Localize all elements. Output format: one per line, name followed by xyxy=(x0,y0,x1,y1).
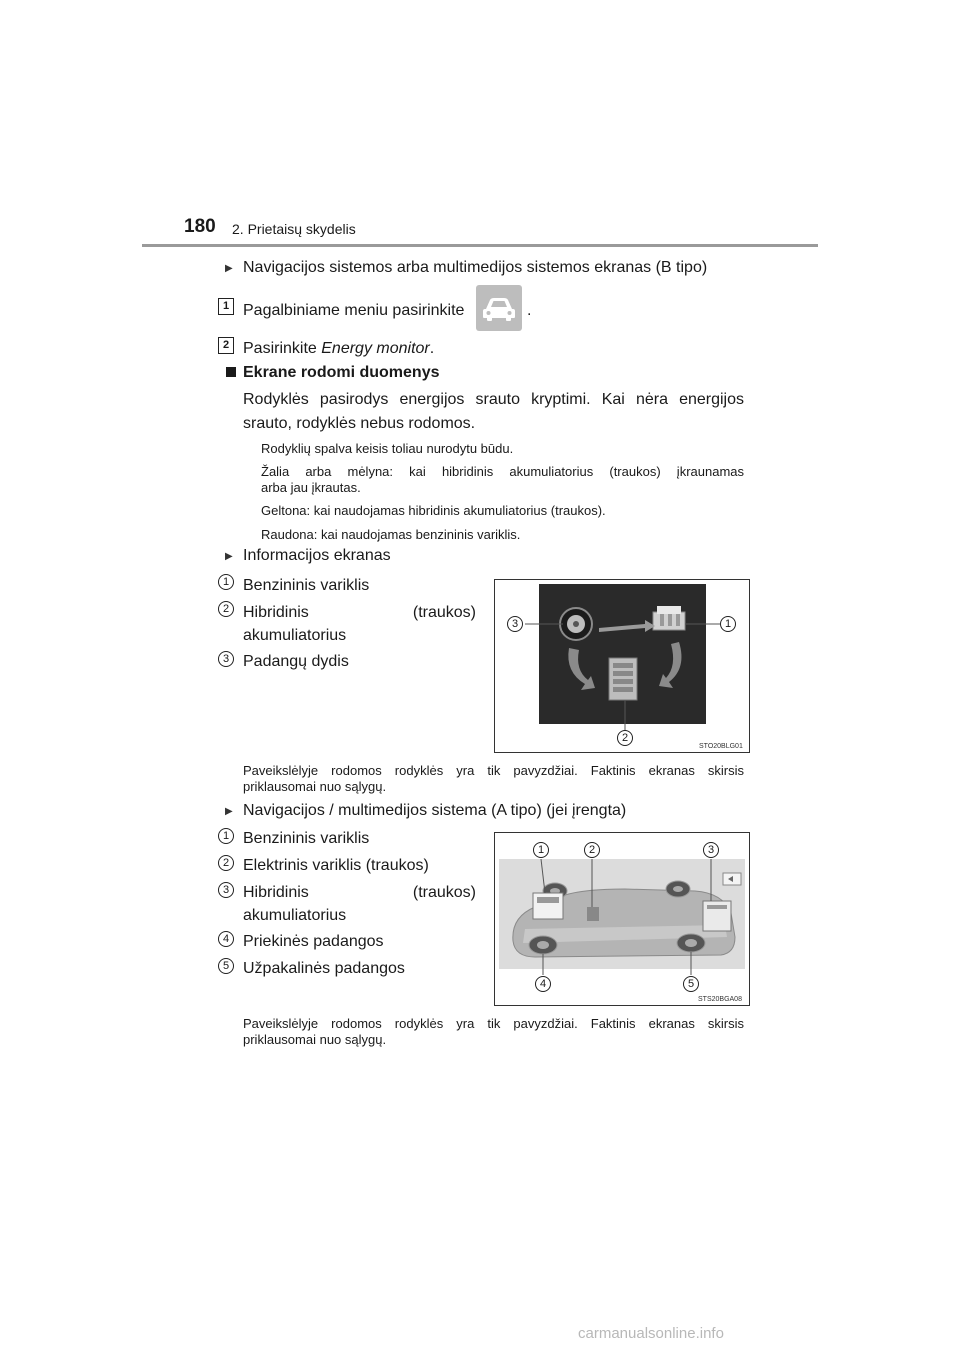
nav-a-item-label-row xyxy=(243,881,476,905)
nav-a-item-label: Priekinės padangos xyxy=(243,933,384,950)
figure-note-line1: Paveikslėlyje rodomos rodyklės yra tik pavyzdžiai. Faktinis ekranas skirsis xyxy=(243,763,744,778)
step-2-italic: Energy monitor xyxy=(321,340,430,357)
tire-icon xyxy=(560,608,592,640)
wheel-icon xyxy=(666,881,690,897)
page-number: 180 xyxy=(184,216,216,237)
figure-callout: 1 xyxy=(720,616,736,632)
energy-monitor-illustration xyxy=(495,580,751,754)
figure-code: STS20BGA08 xyxy=(698,996,742,1003)
chapter-title: 2. Prietaisų skydelis xyxy=(232,221,356,237)
step-number-1: 1 xyxy=(218,298,234,315)
figure-note-line2: priklausomai nuo sąlygų. xyxy=(243,1032,387,1047)
figure-callout: 3 xyxy=(703,842,719,858)
step-1-suffix: . xyxy=(527,302,532,319)
nav-b-heading: Navigacijos sistemos arba multimedijos sistemos ekranas (B tipo) xyxy=(243,259,708,276)
wheel-icon xyxy=(677,934,705,952)
callout-number: 4 xyxy=(218,931,234,947)
car-icon xyxy=(476,285,522,331)
step-1-label: Pagalbiniame meniu pasirinkite xyxy=(243,302,465,319)
hybrid-system-figure xyxy=(494,832,750,1006)
nav-a-item-label-a: Hibridinis xyxy=(243,884,309,901)
square-bullet-icon xyxy=(226,367,236,377)
nav-a-heading: Navigacijos / multimedijos sistema (A tipo) (jei įrengta) xyxy=(243,802,627,819)
figure-callout: 3 xyxy=(507,616,523,632)
car-icon-glyph xyxy=(476,285,522,331)
callout-number: 2 xyxy=(218,601,234,617)
triangle-bullet-icon: ▶ xyxy=(225,263,233,274)
note-line: Rodyklių spalva keisis toliau nurodytu būdu. xyxy=(261,441,514,456)
wheel-icon xyxy=(529,936,557,954)
info-item-label-row xyxy=(243,601,476,625)
step-2-suffix: . xyxy=(429,340,435,357)
figure-code: STO20BLG01 xyxy=(699,743,743,750)
hybrid-system-illustration xyxy=(495,833,751,1007)
nav-a-item-label-b: (traukos) xyxy=(412,884,476,901)
battery-icon xyxy=(609,658,637,700)
step-1-text xyxy=(243,299,464,323)
energy-monitor-figure xyxy=(494,579,750,753)
screen-data-para-line2: srauto, rodyklės nebus rodomos. xyxy=(243,415,476,432)
info-item-label: Benzininis variklis xyxy=(243,577,370,594)
figure-callout: 2 xyxy=(617,730,633,746)
figure-callout: 2 xyxy=(584,842,600,858)
note-line: Raudona: kai naudojamas benzininis variklis. xyxy=(261,527,521,542)
screen-data-title: Ekrane rodomi duomenys xyxy=(243,364,440,381)
triangle-bullet-icon: ▶ xyxy=(225,551,233,562)
step-2-text xyxy=(243,337,434,361)
screen-data-para-line1: Rodyklės pasirodys energijos srauto kryptimi. Kai nėra energijos xyxy=(243,391,744,408)
figure-callout: 5 xyxy=(683,976,699,992)
callout-number: 3 xyxy=(218,651,234,667)
callout-number: 2 xyxy=(218,855,234,871)
note-line: Žalia arba mėlyna: kai hibridinis akumuliatorius (traukos) įkraunamas xyxy=(261,464,744,479)
callout-number: 1 xyxy=(218,574,234,590)
info-item-label-c: akumuliatorius xyxy=(243,627,347,644)
callout-number: 3 xyxy=(218,882,234,898)
note-line: Geltona: kai naudojamas hibridinis akumuliatorius (traukos). xyxy=(261,503,606,518)
callout-number: 5 xyxy=(218,958,234,974)
engine-icon xyxy=(653,606,685,630)
watermark: carmanualsonline.info xyxy=(578,1325,724,1342)
info-item-label: Padangų dydis xyxy=(243,653,349,670)
figure-callout: 1 xyxy=(533,842,549,858)
info-item-label-a: Hibridinis xyxy=(243,604,309,621)
nav-a-item-label: Elektrinis variklis (traukos) xyxy=(243,857,429,874)
nav-a-item-label-c: akumuliatorius xyxy=(243,907,347,924)
nav-a-item-label: Benzininis variklis xyxy=(243,830,370,847)
nav-a-item-label: Užpakalinės padangos xyxy=(243,960,405,977)
triangle-bullet-icon: ▶ xyxy=(225,806,233,817)
callout-number: 1 xyxy=(218,828,234,844)
figure-note-line2: priklausomai nuo sąlygų. xyxy=(243,779,387,794)
step-2-prefix: Pasirinkite xyxy=(243,340,322,357)
header-rule xyxy=(142,244,818,247)
step-number-2: 2 xyxy=(218,337,234,354)
note-line: arba jau įkrautas. xyxy=(261,480,361,495)
figure-note-line1: Paveikslėlyje rodomos rodyklės yra tik pavyzdžiai. Faktinis ekranas skirsis xyxy=(243,1016,744,1031)
figure-callout: 4 xyxy=(535,976,551,992)
info-item-label-b: (traukos) xyxy=(412,604,476,621)
info-screen-heading: Informacijos ekranas xyxy=(243,547,391,564)
